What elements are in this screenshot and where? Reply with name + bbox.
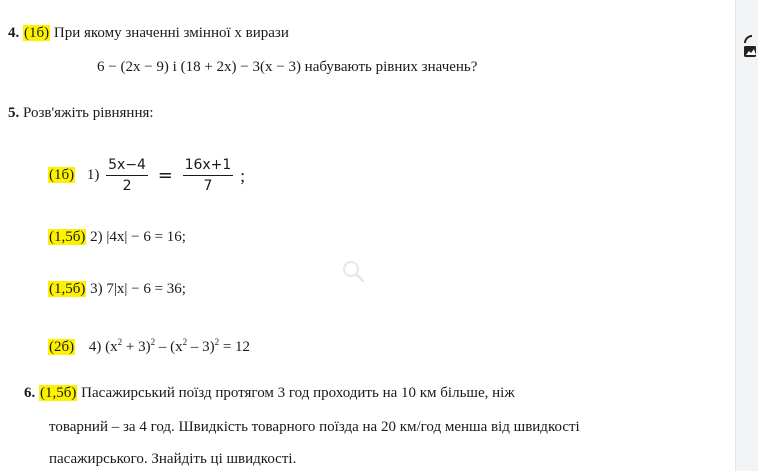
equation-text: 2) |4x| − 6 = 16; bbox=[90, 229, 186, 245]
superscript: 2 bbox=[117, 337, 123, 347]
superscript: 2 bbox=[150, 337, 156, 347]
question-4-line bbox=[8, 24, 289, 42]
equation-3 bbox=[48, 280, 186, 298]
points-badge: (1,5б) bbox=[40, 385, 77, 401]
question-4-expression: 6 − (2х − 9) і (18 + 2х) − 3(х − 3) набувають рівних значень? bbox=[97, 59, 478, 75]
equation-4 bbox=[48, 333, 250, 356]
question-text: Пасажирський поїзд протягом 3 год проходить на 10 км більше, ніж bbox=[81, 385, 515, 401]
fraction-right bbox=[183, 157, 234, 194]
points-badge: (1б) bbox=[24, 25, 50, 41]
question-number: 4. bbox=[8, 25, 20, 41]
search-icon bbox=[340, 258, 366, 284]
points-badge: (1б) bbox=[49, 167, 75, 183]
equation-label: 1) bbox=[86, 167, 100, 183]
question-text: Розв'яжіть рівняння: bbox=[23, 105, 154, 121]
question-5-line bbox=[8, 104, 154, 122]
fraction-numerator: 5x−4 bbox=[106, 157, 148, 176]
question-number: 5. bbox=[8, 105, 20, 121]
equation-1 bbox=[48, 155, 245, 196]
points-badge: (1,5б) bbox=[49, 281, 86, 297]
fraction-numerator: 16x+1 bbox=[183, 157, 234, 176]
fraction-denominator: 2 bbox=[122, 178, 132, 195]
right-sidebar bbox=[735, 0, 758, 471]
superscript: 2 bbox=[214, 337, 220, 347]
question-6-line-3: пасажирського. Знайдіть ці швидкості. bbox=[49, 451, 297, 467]
points-badge: (2б) bbox=[49, 339, 75, 355]
equation-text: 3) 7|x| − 6 = 36; bbox=[90, 281, 186, 297]
question-text: При якому значенні змінної х вирази bbox=[53, 25, 289, 41]
equation-part: – (x bbox=[155, 339, 183, 355]
equation-part: + 3) bbox=[122, 339, 151, 355]
question-6-line-1 bbox=[24, 384, 515, 402]
semicolon: ; bbox=[240, 165, 246, 186]
equation-part: = 12 bbox=[219, 339, 251, 355]
fraction-left bbox=[106, 157, 148, 194]
equation-part: 4) (x bbox=[88, 339, 118, 355]
fraction-denominator: 7 bbox=[203, 178, 213, 195]
image-edit-icon[interactable] bbox=[742, 33, 758, 61]
superscript: 2 bbox=[182, 337, 188, 347]
points-badge: (1,5б) bbox=[49, 229, 86, 245]
equation-part: – 3) bbox=[187, 339, 215, 355]
question-number: 6. bbox=[24, 385, 36, 401]
question-6-line-2: товарний – за 4 год. Швидкість товарного поїзда на 20 км/год менша від швидкості bbox=[49, 419, 580, 435]
equation-2 bbox=[48, 228, 186, 246]
equals-sign: = bbox=[157, 164, 173, 186]
